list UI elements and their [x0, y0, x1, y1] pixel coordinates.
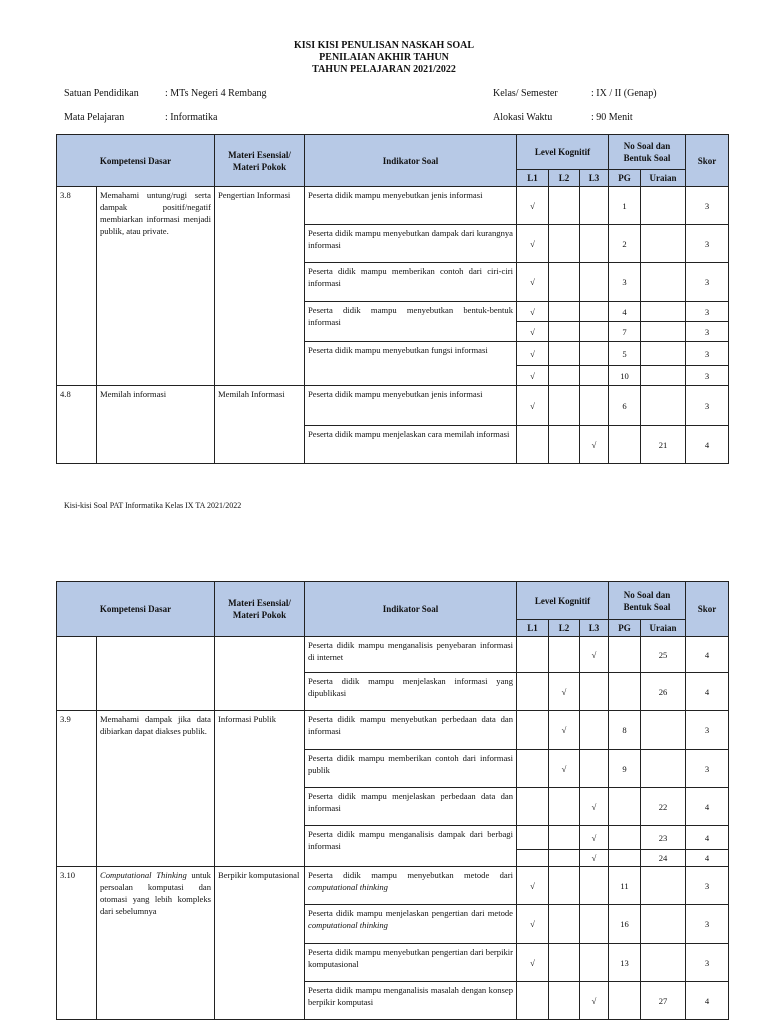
check-mark: √ — [517, 225, 549, 263]
pg-number: 5 — [609, 342, 641, 366]
pg-number: 2 — [609, 225, 641, 263]
skor-value: 3 — [686, 322, 729, 342]
check-mark: √ — [517, 386, 549, 426]
check-mark: √ — [580, 826, 609, 850]
check-mark: √ — [580, 982, 609, 1020]
skor-value: 3 — [686, 366, 729, 386]
check-mark: √ — [517, 944, 549, 982]
pg-number: 13 — [609, 944, 641, 982]
check-mark: √ — [517, 905, 549, 944]
check-mark: √ — [517, 342, 549, 366]
check-mark: √ — [517, 302, 549, 322]
skor-value: 3 — [686, 386, 729, 426]
mapel-value: : Informatika — [165, 112, 218, 123]
col-nosoal: No Soal dan Bentuk Soal — [609, 582, 686, 620]
check-mark: √ — [549, 750, 580, 788]
indikator-text-main: Peserta didik mampu menyebutkan metode dari — [308, 870, 513, 880]
kd-text: Memilah informasi — [97, 386, 215, 464]
col-l3: L3 — [580, 620, 609, 637]
indikator-text: Peserta didik mampu menjelaskan informasi yang dipublikasi — [305, 673, 517, 711]
pg-number: 6 — [609, 386, 641, 426]
indikator-text: Peserta didik mampu menganalisis penyebaran informasi di internet — [305, 637, 517, 673]
uraian-number: 26 — [641, 673, 686, 711]
indikator-text: Peserta didik mampu menyebutkan jenis informasi — [305, 386, 517, 426]
col-uraian: Uraian — [641, 170, 686, 187]
skor-value: 3 — [686, 263, 729, 302]
col-materi: Materi Esensial/ Materi Pokok — [215, 582, 305, 637]
indikator-text: Peserta didik mampu menyebutkan jenis informasi — [305, 187, 517, 225]
check-mark: √ — [580, 426, 609, 464]
skor-value: 3 — [686, 711, 729, 750]
doc-title-line2: PENILAIAN AKHIR TAHUN — [319, 52, 449, 63]
kd-text-rest: untuk persoalan komputasi dan otomasi yang lebih kompleks dari sebelumnya — [100, 870, 211, 916]
skor-value: 4 — [686, 826, 729, 850]
indikator-text: Peserta didik mampu menyebutkan pengertian dari berpikir komputasional — [305, 944, 517, 982]
indikator-text: Peserta didik mampu menyebutkan perbedaan data dan informasi — [305, 711, 517, 750]
check-mark: √ — [580, 850, 609, 867]
kelas-value: : IX / II (Genap) — [591, 88, 657, 99]
kd-text — [97, 867, 215, 1020]
skor-value: 3 — [686, 905, 729, 944]
alokasi-value: : 90 Menit — [591, 112, 633, 123]
materi-text: Berpikir komputasional — [215, 867, 305, 1020]
materi-text: Informasi Publik — [215, 711, 305, 867]
indikator-text — [305, 867, 517, 905]
skor-value: 3 — [686, 867, 729, 905]
col-pg: PG — [609, 170, 641, 187]
materi-text: Pengertian Informasi — [215, 187, 305, 386]
kd-number: 3.9 — [57, 711, 97, 867]
table-row — [57, 711, 729, 750]
col-skor: Skor — [686, 582, 729, 637]
indikator-text — [305, 905, 517, 944]
kd-number: 3.10 — [57, 867, 97, 1020]
col-l3: L3 — [580, 170, 609, 187]
col-kd: Kompetensi Dasar — [57, 582, 215, 637]
col-pg: PG — [609, 620, 641, 637]
check-mark: √ — [517, 366, 549, 386]
indikator-text: Peserta didik mampu menyebutkan dampak dari kurangnya informasi — [305, 225, 517, 263]
pg-number: 9 — [609, 750, 641, 788]
check-mark: √ — [517, 263, 549, 302]
kd-text: Memahami untung/rugi serta dampak positif/negatif membiarkan informasi menjadi publik, atau private. — [97, 187, 215, 386]
satuan-label: Satuan Pendidikan — [64, 88, 139, 99]
indikator-text: Peserta didik mampu menyebutkan fungsi informasi — [305, 342, 517, 386]
check-mark: √ — [580, 637, 609, 673]
col-nosoal: No Soal dan Bentuk Soal — [609, 135, 686, 170]
materi-text: Memilah Informasi — [215, 386, 305, 464]
skor-value: 4 — [686, 788, 729, 826]
check-mark: √ — [517, 322, 549, 342]
indikator-text-italic: computational thinking — [308, 882, 388, 892]
skor-value: 3 — [686, 225, 729, 263]
skor-value: 3 — [686, 187, 729, 225]
page-footer: Kisi-kisi Soal PAT Informatika Kelas IX TA 2021/2022 — [64, 501, 242, 510]
uraian-number: 21 — [641, 426, 686, 464]
col-uraian: Uraian — [641, 620, 686, 637]
skor-value: 3 — [686, 944, 729, 982]
table-row — [57, 867, 729, 905]
skor-value: 4 — [686, 982, 729, 1020]
check-mark: √ — [580, 788, 609, 826]
skor-value: 4 — [686, 637, 729, 673]
indikator-text-italic: computational thinking — [308, 920, 388, 930]
pg-number: 11 — [609, 867, 641, 905]
pg-number: 10 — [609, 366, 641, 386]
skor-value: 4 — [686, 850, 729, 867]
pg-number: 4 — [609, 302, 641, 322]
table-row — [57, 187, 729, 225]
skor-value: 3 — [686, 302, 729, 322]
col-materi: Materi Esensial/ Materi Pokok — [215, 135, 305, 187]
table-row — [57, 637, 729, 673]
col-l1: L1 — [517, 170, 549, 187]
kisi-table-1 — [56, 134, 729, 464]
indikator-text: Peserta didik mampu menjelaskan cara memilah informasi — [305, 426, 517, 464]
col-l2: L2 — [549, 170, 580, 187]
col-level: Level Kognitif — [517, 582, 609, 620]
pg-number: 16 — [609, 905, 641, 944]
col-l1: L1 — [517, 620, 549, 637]
kd-text: Memahami dampak jika data dibiarkan dapat diakses publik. — [97, 711, 215, 867]
kd-text-italic: Computational Thinking — [100, 870, 187, 880]
col-l2: L2 — [549, 620, 580, 637]
mapel-label: Mata Pelajaran — [64, 112, 125, 123]
uraian-number: 22 — [641, 788, 686, 826]
table-row — [57, 386, 729, 426]
col-level: Level Kognitif — [517, 135, 609, 170]
indikator-text: Peserta didik mampu menyebutkan bentuk-bentuk informasi — [305, 302, 517, 342]
col-skor: Skor — [686, 135, 729, 187]
kisi-table-2 — [56, 581, 729, 1020]
col-indikator: Indikator Soal — [305, 582, 517, 637]
indikator-text: Peserta didik mampu menganalisis dampak dari berbagi informasi — [305, 826, 517, 867]
indikator-text: Peserta didik mampu menganalisis masalah dengan konsep berpikir komputasi — [305, 982, 517, 1020]
indikator-text: Peserta didik mampu memberikan contoh dari informasi publik — [305, 750, 517, 788]
col-kd: Kompetensi Dasar — [57, 135, 215, 187]
kd-number: 3.8 — [57, 187, 97, 386]
kelas-label: Kelas/ Semester — [493, 88, 558, 99]
indikator-text: Peserta didik mampu menjelaskan perbedaan data dan informasi — [305, 788, 517, 826]
kd-number: 4.8 — [57, 386, 97, 464]
alokasi-label: Alokasi Waktu — [493, 112, 553, 123]
uraian-number: 25 — [641, 637, 686, 673]
pg-number: 7 — [609, 322, 641, 342]
doc-title-line1: KISI KISI PENULISAN NASKAH SOAL — [293, 40, 475, 51]
indikator-text-main: Peserta didik mampu menjelaskan pengertian dari metode — [308, 908, 513, 918]
doc-title-line3: TAHUN PELAJARAN 2021/2022 — [312, 64, 456, 75]
satuan-value: : MTs Negeri 4 Rembang — [165, 88, 267, 99]
skor-value: 4 — [686, 426, 729, 464]
check-mark: √ — [549, 711, 580, 750]
uraian-number: 24 — [641, 850, 686, 867]
uraian-number: 23 — [641, 826, 686, 850]
skor-value: 3 — [686, 750, 729, 788]
pg-number: 8 — [609, 711, 641, 750]
col-indikator: Indikator Soal — [305, 135, 517, 187]
indikator-text: Peserta didik mampu memberikan contoh dari ciri-ciri informasi — [305, 263, 517, 302]
check-mark: √ — [517, 187, 549, 225]
uraian-number: 27 — [641, 982, 686, 1020]
check-mark: √ — [549, 673, 580, 711]
skor-value: 3 — [686, 342, 729, 366]
skor-value: 4 — [686, 673, 729, 711]
pg-number: 3 — [609, 263, 641, 302]
pg-number: 1 — [609, 187, 641, 225]
check-mark: √ — [517, 867, 549, 905]
